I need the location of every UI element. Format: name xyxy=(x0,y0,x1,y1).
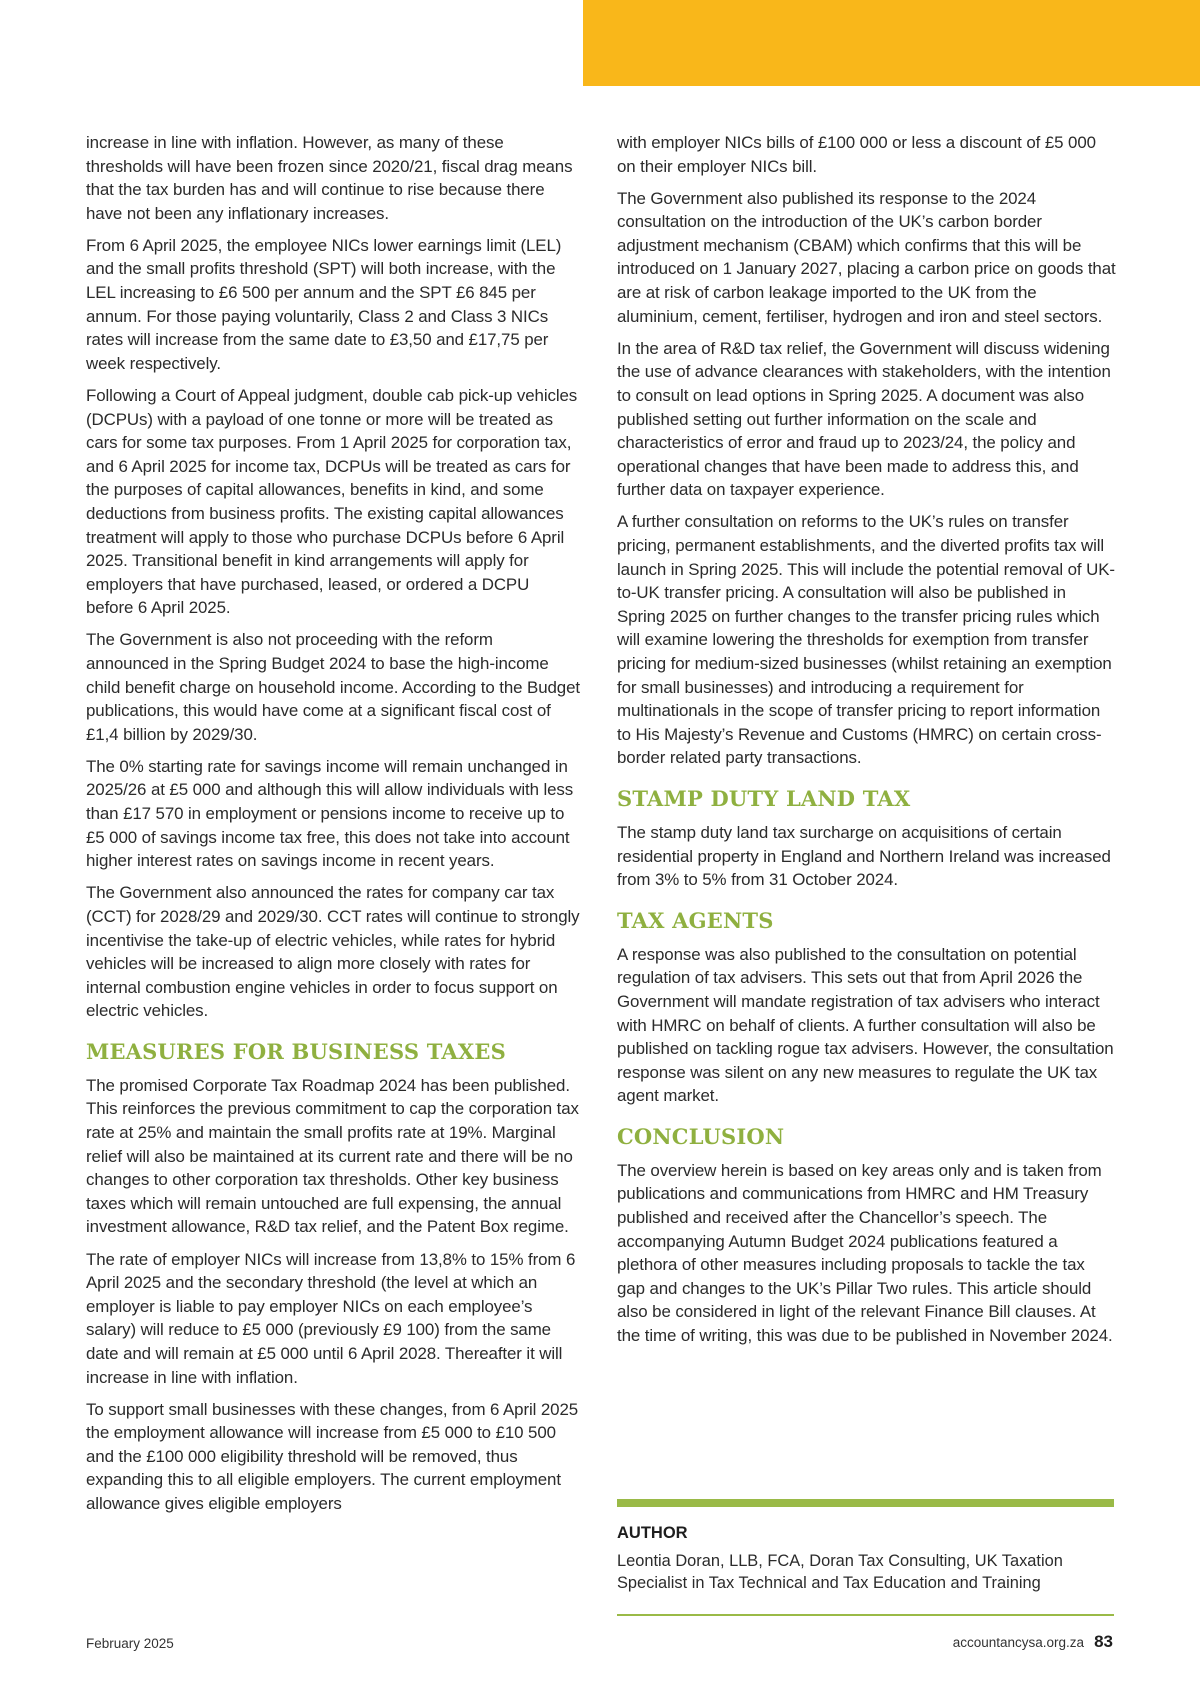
paragraph: The stamp duty land tax surcharge on acquisitions of certain residential property in England and Northern Ireland was increased from 3% to 5% from 31 October 2024. xyxy=(617,822,1111,890)
author-bio: Leontia Doran, LLB, FCA, Doran Tax Consulting, UK Taxation Specialist in Tax Technical and Tax Education and Training xyxy=(617,1552,1063,1592)
footer-website: accountancysa.org.za xyxy=(952,1635,1085,1650)
page-number: 83 xyxy=(1094,1632,1113,1651)
section-heading-conclusion: CONCLUSION xyxy=(617,1123,785,1149)
paragraph: The rate of employer NICs will increase from 13,8% to 15% from 6 April 2025 and the secondary threshold (the level at which an employer is liable to pay employer NICs on each employee’s salary) will reduce to £5 000 (previously £9 100) from the same date and will remain at £5 000 until 6 April 2028. Thereafter it will increase in line with inflation. xyxy=(86,1249,576,1387)
author-divider-bottom xyxy=(617,1614,1114,1616)
author-heading: AUTHOR xyxy=(617,1524,688,1542)
paragraph: A further consultation on reforms to the UK’s rules on transfer pricing, permanent establishments, and the diverted profits tax will launch in Spring 2025. This will include the potential removal of UK-to-UK transfer pricing. A consultation will also be published in Spring 2025 on further changes to the transfer pricing rules which will examine lowering the thresholds for exemption from transfer pricing for medium-sized businesses (whilst retaining an exemption for small businesses) and introducing a requirement for multinationals in the scope of transfer pricing to report information to His Majesty’s Revenue and Customs (HMRC) on certain cross-border related party transactions. xyxy=(617,512,1115,768)
paragraph: The Government also published its response to the 2024 consultation on the introduction of the UK’s carbon border adjustment mechanism (CBAM) which confirms that this will be introduced on 1 January 2027, placing a carbon price on goods that are at risk of carbon leakage imported to the UK from the aluminium, cement, fertiliser, hydrogen and iron and steel sectors. xyxy=(617,188,1116,326)
paragraph: The Government is also not proceeding with the reform announced in the Spring Budget 2024 to base the high-income child benefit charge on household income. According to the Budget publications, this would have come at a significant fiscal cost of £1,4 billion by 2029/30. xyxy=(86,630,580,744)
paragraph: increase in line with inflation. However, as many of these thresholds will have been frozen since 2020/21, fiscal drag means that the tax burden has and will continue to rise because there have not been any inflationary increases. xyxy=(86,133,573,223)
paragraph: To support small businesses with these changes, from 6 April 2025 the employment allowance will increase from £5 000 to £10 500 and the £100 000 eligibility threshold will be removed, thus expanding this to all eligible employers. The current employment allowance gives eligible employers xyxy=(86,1399,579,1513)
section-heading-business-taxes: MEASURES FOR BUSINESS TAXES xyxy=(86,1038,506,1064)
paragraph: Following a Court of Appeal judgment, double cab pick-up vehicles (DCPUs) with a payload of one tonne or more will be treated as cars for some tax purposes. From 1 April 2025 for corporation tax, and 6 April 2025 for income tax, DCPUs will be treated as cars for the purposes of capital allowances, benefits in kind, and some deductions from business profits. The existing capital allowances treatment will apply to those who purchase DCPUs before 6 April 2025. Transitional benefit in kind arrangements will apply for employers that have purchased, leased, or ordered a DCPU before 6 April 2025. xyxy=(86,385,578,618)
paragraph: A response was also published to the consultation on potential regulation of tax advisers. This sets out that from April 2026 the Government will mandate registration of tax advisers who interact with HMRC on behalf of clients. A further consultation will also be published on tackling rogue tax advisers. However, the consultation response was silent on any new measures to regulate the UK tax agent market. xyxy=(617,944,1114,1106)
footer-date: February 2025 xyxy=(86,1636,174,1651)
left-column xyxy=(86,131,580,1524)
paragraph: From 6 April 2025, the employee NICs lower earnings limit (LEL) and the small profits threshold (SPT) will both increase, with the LEL increasing to £6 500 per annum and the SPT £6 845 per annum. For those paying voluntarily, Class 2 and Class 3 NICs rates will increase from the same date to £3,50 and £17,75 per week respectively. xyxy=(86,235,562,373)
author-divider-top xyxy=(617,1499,1114,1507)
decorative-corner-tab xyxy=(583,0,1200,86)
paragraph: The 0% starting rate for savings income will remain unchanged in 2025/26 at £5 000 and although this will allow individuals with less than £17 570 in employment or pensions income to receive up to £5 000 of savings income tax free, this does not take into account higher interest rates on savings income in recent years. xyxy=(86,756,574,871)
paragraph: The promised Corporate Tax Roadmap 2024 has been published. This reinforces the previous commitment to cap the corporation tax rate at 25% and maintain the small profits rate at 19%. Marginal relief will also be maintained at its current rate and there will be no changes to other corporation tax thresholds. Other key business taxes which will remain untouched are full expensing, the annual investment allowance, R&D tax relief, and the Patent Box regime. xyxy=(86,1075,579,1237)
paragraph: The overview herein is based on key areas only and is taken from publications and communications from HMRC and HM Treasury published and received after the Chancellor’s speech. The accompanying Autumn Budget 2024 publications featured a plethora of other measures including proposals to tackle the tax gap and changes to the UK’s Pillar Two rules. This article should also be considered in light of the relevant Finance Bill clauses. At the time of writing, this was due to be published in November 2024. xyxy=(617,1160,1113,1346)
section-heading-tax-agents: TAX AGENTS xyxy=(617,907,774,933)
section-heading-stamp-duty: STAMP DUTY LAND TAX xyxy=(617,785,911,811)
right-column xyxy=(617,131,1117,1356)
paragraph: The Government also announced the rates for company car tax (CCT) for 2028/29 and 2029/30. CCT rates will continue to strongly incentivise the take-up of electric vehicles, while rates for hybrid vehicles will be increased to align more closely with rates for internal combustion engine vehicles in order to focus support on electric vehicles. xyxy=(86,883,580,1021)
paragraph: with employer NICs bills of £100 000 or less a discount of £5 000 on their employer NICs bill. xyxy=(617,133,1096,176)
footer-right xyxy=(953,1632,1113,1652)
paragraph: In the area of R&D tax relief, the Government will discuss widening the use of advance clearances with stakeholders, with the intention to consult on lead options in Spring 2025. A document was also published setting out further information on the scale and characteristics of error and fraud up to 2023/24, the policy and operational changes that have been made to address this, and further data on taxpayer experience. xyxy=(617,338,1111,500)
